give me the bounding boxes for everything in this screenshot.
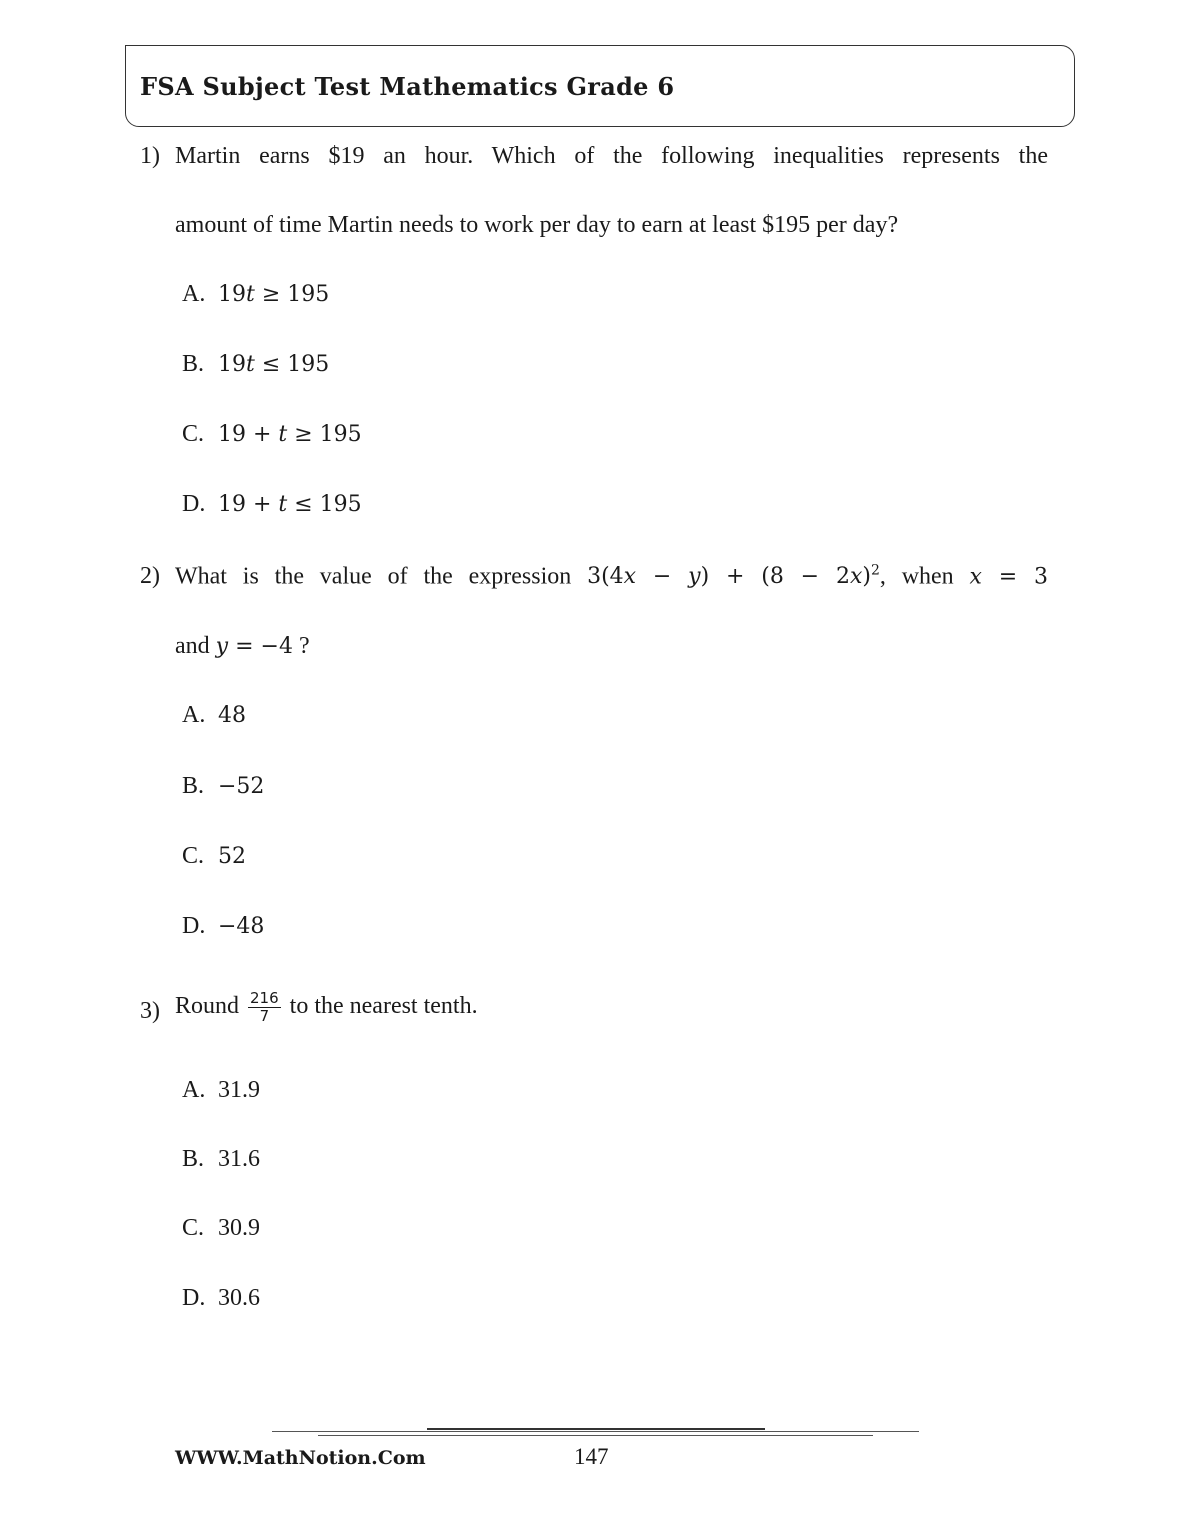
option-label: B. (182, 773, 205, 799)
footer-website: WWW.MathNotion.Com (175, 1447, 426, 1469)
answer-option[interactable] (182, 1285, 260, 1312)
footer-divider (318, 1435, 873, 1436)
math-expression: 3(4𝑥 − 𝑦) + (8 − 2𝑥)$^2$ (587, 563, 880, 590)
answer-option[interactable] (182, 491, 362, 518)
question-text: to the nearest tenth. (289, 993, 478, 1020)
question-text: ? (298, 633, 310, 659)
answer-option[interactable] (182, 843, 246, 870)
answer-option[interactable] (182, 1146, 260, 1173)
option-label: C. (182, 1215, 205, 1241)
question-text-line-1 (175, 563, 1048, 590)
option-label: C. (182, 843, 205, 869)
option-text: 30.9 (218, 1215, 260, 1241)
option-text: 31.6 (218, 1146, 260, 1172)
answer-option[interactable] (182, 1215, 260, 1242)
math-condition-y: 𝑦 = −4 (215, 634, 293, 659)
math-condition-x: 𝑥 = 3 (969, 564, 1049, 590)
option-text: 19 + 𝑡 ≥ 195 (218, 422, 362, 447)
option-text: 19𝑡 ≤ 195 (218, 352, 330, 377)
fraction-numerator: 216 (250, 989, 279, 1007)
option-label: D. (182, 491, 206, 517)
question-text: and (175, 633, 210, 659)
answer-option[interactable] (182, 351, 329, 378)
option-label: D. (182, 1285, 206, 1311)
option-text: 52 (218, 844, 246, 869)
option-label: A. (182, 281, 206, 307)
option-label: B. (182, 1146, 205, 1172)
answer-option[interactable] (182, 702, 246, 729)
fraction (248, 990, 281, 1025)
option-label: B. (182, 351, 205, 377)
footer-divider (427, 1428, 765, 1430)
question-text: What is the value of the expression (175, 563, 572, 590)
option-text: 19 + 𝑡 ≤ 195 (218, 492, 362, 517)
question-number: 2) (140, 563, 160, 589)
question-text-line-1 (175, 990, 478, 1025)
answer-option[interactable] (182, 773, 264, 800)
option-text: 48 (218, 703, 246, 728)
option-text: 19𝑡 ≥ 195 (218, 282, 330, 307)
option-label: A. (182, 1077, 206, 1103)
option-text: −52 (218, 774, 265, 799)
option-text: 31.9 (218, 1077, 260, 1103)
header-box (125, 45, 1075, 127)
option-text: 30.6 (218, 1285, 260, 1311)
option-label: A. (182, 702, 206, 728)
answer-option[interactable] (182, 281, 329, 308)
question-number: 1) (140, 143, 160, 169)
question-number: 3) (140, 998, 160, 1024)
question-text-line-2: amount of time Martin needs to work per day to earn at least $195 per day? (175, 212, 899, 238)
answer-option[interactable] (182, 913, 264, 940)
question-text-line-2 (175, 633, 310, 660)
footer-divider (272, 1431, 919, 1432)
page-number: 147 (574, 1444, 609, 1469)
question-text: , when (879, 563, 954, 590)
answer-option[interactable] (182, 1077, 260, 1104)
question-text: Round (175, 993, 240, 1020)
question-text-line-1: Martin earns $19 an hour. Which of the following inequalities represents the (175, 143, 1048, 169)
answer-option[interactable] (182, 421, 362, 448)
option-label: C. (182, 421, 205, 447)
option-label: D. (182, 913, 206, 939)
fraction-denominator: 7 (259, 1007, 270, 1025)
option-text: −48 (218, 914, 265, 939)
page-title: FSA Subject Test Mathematics Grade 6 (140, 72, 675, 101)
